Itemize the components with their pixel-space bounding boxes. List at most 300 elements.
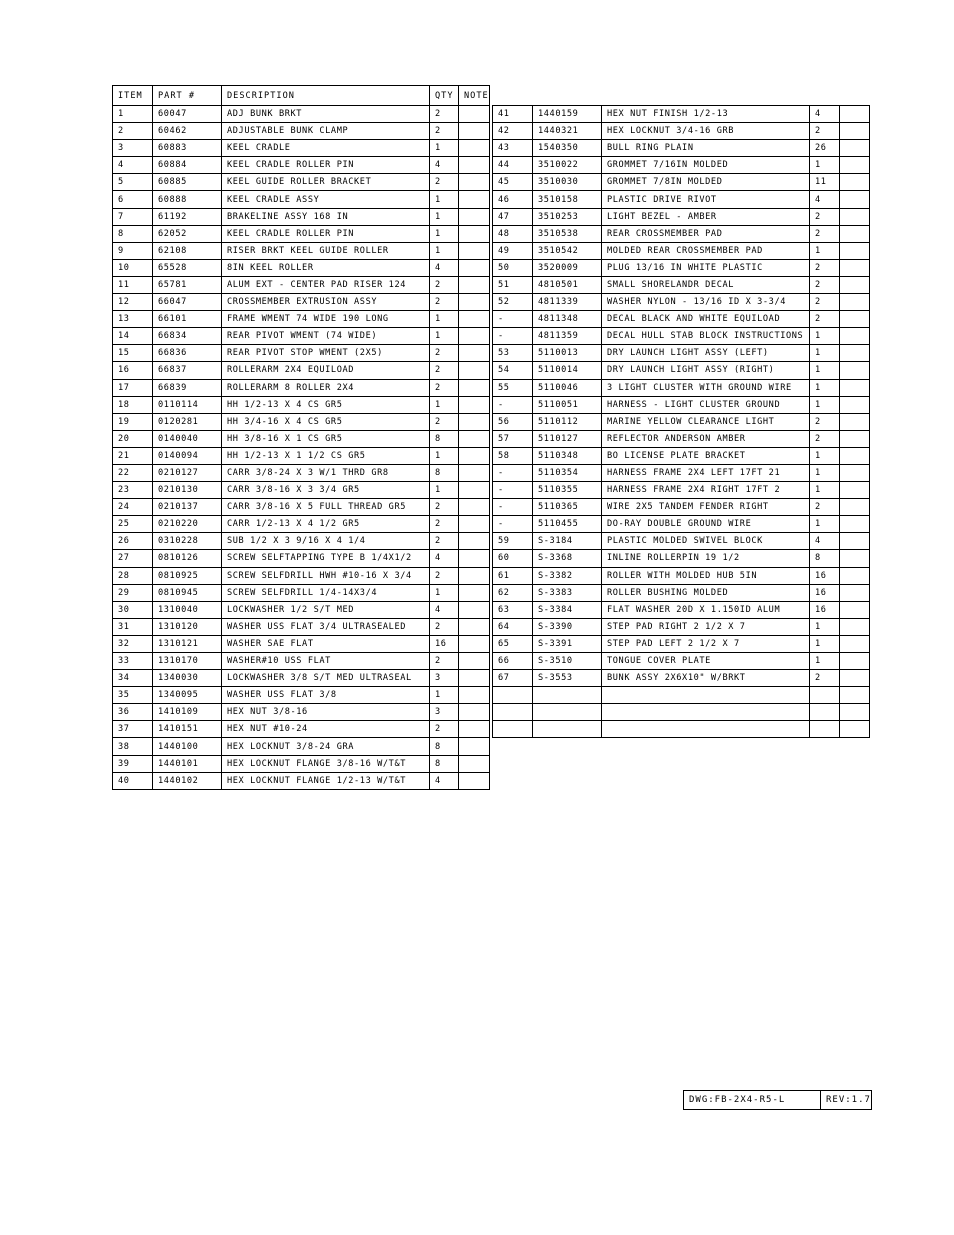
part-number-cell: 3510022 (533, 157, 602, 174)
part-number-cell: S-3383 (533, 584, 602, 601)
item-cell: 58 (493, 447, 533, 464)
description-cell: HEX LOCKNUT FLANGE 1/2-13 W/T&T (222, 772, 430, 789)
qty-cell: 16 (810, 584, 840, 601)
table-row (113, 550, 490, 567)
part-number-cell: 5110455 (533, 516, 602, 533)
part-number-cell: 5110112 (533, 413, 602, 430)
qty-cell: 1 (810, 157, 840, 174)
note-cell (459, 482, 490, 499)
table-row (113, 670, 490, 687)
description-cell: BRAKELINE ASSY 168 IN (222, 208, 430, 225)
note-cell (840, 601, 870, 618)
table-row (493, 242, 870, 259)
qty-cell: 2 (810, 276, 840, 293)
qty-cell: 4 (810, 533, 840, 550)
qty-cell: 2 (810, 311, 840, 328)
description-cell: DRY LAUNCH LIGHT ASSY (LEFT) (602, 345, 810, 362)
qty-cell: 2 (430, 345, 459, 362)
description-cell: BULL RING PLAIN (602, 140, 810, 157)
table-row (113, 362, 490, 379)
item-cell: 38 (113, 738, 153, 755)
table-row (493, 362, 870, 379)
item-cell: - (493, 396, 533, 413)
note-cell (459, 311, 490, 328)
part-number-cell: 4811339 (533, 294, 602, 311)
description-cell: HARNESS FRAME 2X4 LEFT 17FT 21 (602, 464, 810, 481)
item-cell: 37 (113, 721, 153, 738)
description-cell: MOLDED REAR CROSSMEMBER PAD (602, 242, 810, 259)
table-row (493, 533, 870, 550)
note-cell (459, 516, 490, 533)
table-row (113, 704, 490, 721)
part-number-cell: 1440101 (153, 755, 222, 772)
qty-cell: 3 (430, 704, 459, 721)
part-number-cell (533, 687, 602, 704)
qty-cell: 2 (430, 276, 459, 293)
part-number-cell: S-3368 (533, 550, 602, 567)
note-cell (840, 635, 870, 652)
note-cell (840, 140, 870, 157)
part-number-cell: 60047 (153, 106, 222, 123)
note-cell (840, 123, 870, 140)
description-cell: GROMMET 7/8IN MOLDED (602, 174, 810, 191)
item-cell: 52 (493, 294, 533, 311)
qty-cell: 2 (430, 618, 459, 635)
item-cell: 34 (113, 670, 153, 687)
qty-cell: 2 (430, 516, 459, 533)
part-number-cell: 0810945 (153, 584, 222, 601)
item-cell: 20 (113, 430, 153, 447)
qty-cell: 2 (430, 362, 459, 379)
description-cell: CROSSMEMBER EXTRUSION ASSY (222, 294, 430, 311)
qty-cell: 2 (810, 208, 840, 225)
table-row (113, 499, 490, 516)
qty-cell: 2 (810, 670, 840, 687)
description-cell: DECAL BLACK AND WHITE EQUILOAD (602, 311, 810, 328)
item-cell: 23 (113, 482, 153, 499)
part-number-cell: 4810501 (533, 276, 602, 293)
note-cell (459, 276, 490, 293)
note-cell (840, 362, 870, 379)
table-row (113, 618, 490, 635)
note-cell (459, 601, 490, 618)
table-row (113, 413, 490, 430)
drawing-number: DWG:FB-2X4-R5-L (684, 1091, 821, 1109)
part-number-cell: 0810126 (153, 550, 222, 567)
note-cell (840, 550, 870, 567)
header-description: DESCRIPTION (222, 86, 430, 106)
header-note: NOTE (459, 86, 490, 106)
note-cell (459, 174, 490, 191)
table-row (113, 567, 490, 584)
note-cell (840, 413, 870, 430)
description-cell: HEX NUT FINISH 1/2-13 (602, 106, 810, 123)
description-cell: WASHER#10 USS FLAT (222, 653, 430, 670)
item-cell: 26 (113, 533, 153, 550)
description-cell: HEX NUT 3/8-16 (222, 704, 430, 721)
item-cell: 35 (113, 687, 153, 704)
part-number-cell: 0310228 (153, 533, 222, 550)
description-cell: SCREW SELFDRILL HWH #10-16 X 3/4 (222, 567, 430, 584)
qty-cell: 2 (810, 430, 840, 447)
part-number-cell: 65528 (153, 259, 222, 276)
note-cell (840, 106, 870, 123)
description-cell: HEX LOCKNUT 3/4-16 GRB (602, 123, 810, 140)
item-cell: 13 (113, 311, 153, 328)
qty-cell: 2 (810, 225, 840, 242)
item-cell: 25 (113, 516, 153, 533)
part-number-cell: 0210130 (153, 482, 222, 499)
note-cell (840, 311, 870, 328)
qty-cell: 4 (430, 550, 459, 567)
description-cell: KEEL CRADLE ROLLER PIN (222, 157, 430, 174)
description-cell: ADJ BUNK BRKT (222, 106, 430, 123)
description-cell: BUNK ASSY 2X6X10" W/BRKT (602, 670, 810, 687)
description-cell: 3 LIGHT CLUSTER WITH GROUND WIRE (602, 379, 810, 396)
note-cell (459, 721, 490, 738)
item-cell: 65 (493, 635, 533, 652)
part-number-cell: 0210127 (153, 464, 222, 481)
qty-cell: 1 (810, 379, 840, 396)
qty-cell: 1 (810, 464, 840, 481)
description-cell: PLASTIC MOLDED SWIVEL BLOCK (602, 533, 810, 550)
part-number-cell: 3510542 (533, 242, 602, 259)
description-cell: KEEL GUIDE ROLLER BRACKET (222, 174, 430, 191)
note-cell (459, 447, 490, 464)
part-number-cell: 1410151 (153, 721, 222, 738)
qty-cell: 4 (810, 191, 840, 208)
description-cell: HEX LOCKNUT FLANGE 3/8-16 W/T&T (222, 755, 430, 772)
table-row (493, 584, 870, 601)
note-cell (459, 704, 490, 721)
part-number-cell: 4811359 (533, 328, 602, 345)
table-row (113, 601, 490, 618)
qty-cell: 1 (430, 140, 459, 157)
part-number-cell: 5110354 (533, 464, 602, 481)
description-cell: WASHER USS FLAT 3/8 (222, 687, 430, 704)
table-row (493, 294, 870, 311)
description-cell: HH 1/2-13 X 4 CS GR5 (222, 396, 430, 413)
qty-cell: 2 (430, 567, 459, 584)
part-number-cell: 3510158 (533, 191, 602, 208)
revision: REV:1.7 (826, 1095, 871, 1105)
description-cell: DECAL HULL STAB BLOCK INSTRUCTIONS (602, 328, 810, 345)
description-cell: ROLLER WITH MOLDED HUB 5IN (602, 567, 810, 584)
item-cell: 16 (113, 362, 153, 379)
table-row (113, 516, 490, 533)
item-cell: 6 (113, 191, 153, 208)
description-cell (602, 704, 810, 721)
qty-cell: 8 (810, 550, 840, 567)
note-cell (459, 567, 490, 584)
table-row (493, 174, 870, 191)
table-row (493, 550, 870, 567)
item-cell: 36 (113, 704, 153, 721)
description-cell: CARR 3/8-16 X 5 FULL THREAD GR5 (222, 499, 430, 516)
description-cell: KEEL CRADLE (222, 140, 430, 157)
table-row (493, 140, 870, 157)
table-row (493, 259, 870, 276)
qty-cell: 1 (430, 447, 459, 464)
item-cell: 33 (113, 653, 153, 670)
qty-cell: 2 (430, 499, 459, 516)
item-cell: - (493, 464, 533, 481)
part-number-cell: 5110014 (533, 362, 602, 379)
table-row (113, 653, 490, 670)
part-number-cell: 1340095 (153, 687, 222, 704)
item-cell: 66 (493, 653, 533, 670)
note-cell (840, 584, 870, 601)
qty-cell: 3 (430, 670, 459, 687)
description-cell: WIRE 2X5 TANDEM FENDER RIGHT (602, 499, 810, 516)
note-cell (459, 499, 490, 516)
table-row (493, 464, 870, 481)
part-number-cell: 66836 (153, 345, 222, 362)
qty-cell: 2 (810, 413, 840, 430)
table-row (493, 721, 870, 738)
item-cell: - (493, 499, 533, 516)
table-row (113, 379, 490, 396)
part-number-cell: 0810925 (153, 567, 222, 584)
note-cell (459, 550, 490, 567)
description-cell: DO-RAY DOUBLE GROUND WIRE (602, 516, 810, 533)
note-cell (459, 533, 490, 550)
table-row (113, 755, 490, 772)
qty-cell: 1 (430, 311, 459, 328)
qty-cell: 8 (430, 464, 459, 481)
table-row (113, 584, 490, 601)
item-cell: 54 (493, 362, 533, 379)
note-cell (840, 157, 870, 174)
qty-cell: 1 (430, 328, 459, 345)
description-cell: CARR 3/8-24 X 3 W/1 THRD GR8 (222, 464, 430, 481)
part-number-cell: 66047 (153, 294, 222, 311)
qty-cell: 4 (430, 157, 459, 174)
table-row (493, 345, 870, 362)
part-number-cell: 66837 (153, 362, 222, 379)
note-cell (840, 533, 870, 550)
item-cell: 64 (493, 618, 533, 635)
table-row (113, 396, 490, 413)
part-number-cell: 60885 (153, 174, 222, 191)
qty-cell: 2 (810, 259, 840, 276)
table-row (113, 294, 490, 311)
item-cell: 27 (113, 550, 153, 567)
part-number-cell: 0210220 (153, 516, 222, 533)
description-cell: PLASTIC DRIVE RIVOT (602, 191, 810, 208)
table-row (113, 174, 490, 191)
note-cell (840, 516, 870, 533)
item-cell: 53 (493, 345, 533, 362)
description-cell: FRAME WMENT 74 WIDE 190 LONG (222, 311, 430, 328)
item-cell: 17 (113, 379, 153, 396)
qty-cell: 2 (430, 533, 459, 550)
part-number-cell: 65781 (153, 276, 222, 293)
part-number-cell: 1310170 (153, 653, 222, 670)
qty-cell: 1 (810, 516, 840, 533)
parts-list-left (112, 85, 490, 790)
description-cell: FLAT WASHER 20D X 1.150ID ALUM (602, 601, 810, 618)
qty-cell: 2 (430, 174, 459, 191)
description-cell: RISER BRKT KEEL GUIDE ROLLER (222, 242, 430, 259)
table-row (113, 106, 490, 123)
qty-cell: 2 (430, 413, 459, 430)
item-cell: 41 (493, 106, 533, 123)
note-cell (840, 276, 870, 293)
note-cell (459, 123, 490, 140)
table-row (493, 482, 870, 499)
qty-cell: 16 (430, 635, 459, 652)
item-cell: 40 (113, 772, 153, 789)
note-cell (459, 328, 490, 345)
qty-cell: 2 (810, 294, 840, 311)
qty-cell: 2 (810, 499, 840, 516)
qty-cell: 1 (810, 345, 840, 362)
note-cell (840, 345, 870, 362)
part-number-cell: 0110114 (153, 396, 222, 413)
qty-cell: 1 (810, 653, 840, 670)
table-row (113, 464, 490, 481)
table-row (493, 601, 870, 618)
description-cell: WASHER NYLON - 13/16 ID X 3-3/4 (602, 294, 810, 311)
table-row (493, 430, 870, 447)
qty-cell: 2 (430, 379, 459, 396)
description-cell: ALUM EXT - CENTER PAD RISER 124 (222, 276, 430, 293)
table-row (493, 379, 870, 396)
description-cell: TONGUE COVER PLATE (602, 653, 810, 670)
table-row (113, 157, 490, 174)
part-number-cell: 5110355 (533, 482, 602, 499)
description-cell: HH 3/4-16 X 4 CS GR5 (222, 413, 430, 430)
part-number-cell: 5110348 (533, 447, 602, 464)
header-qty: QTY (430, 86, 459, 106)
description-cell: SCREW SELFDRILL 1/4-14X3/4 (222, 584, 430, 601)
description-cell: ROLLERARM 8 ROLLER 2X4 (222, 379, 430, 396)
table-row (113, 721, 490, 738)
part-number-cell: 0140094 (153, 447, 222, 464)
note-cell (840, 259, 870, 276)
item-cell: 32 (113, 635, 153, 652)
table-row (493, 328, 870, 345)
item-cell: 7 (113, 208, 153, 225)
part-number-cell: 62052 (153, 225, 222, 242)
item-cell: 4 (113, 157, 153, 174)
qty-cell: 1 (430, 242, 459, 259)
description-cell: INLINE ROLLERPIN 19 1/2 (602, 550, 810, 567)
qty-cell: 1 (810, 635, 840, 652)
qty-cell: 1 (810, 396, 840, 413)
item-cell: 30 (113, 601, 153, 618)
description-cell: PLUG 13/16 IN WHITE PLASTIC (602, 259, 810, 276)
note-cell (840, 225, 870, 242)
item-cell: 63 (493, 601, 533, 618)
part-number-cell: 5110013 (533, 345, 602, 362)
description-cell: WASHER USS FLAT 3/4 ULTRASEALED (222, 618, 430, 635)
item-cell: 62 (493, 584, 533, 601)
item-cell (493, 704, 533, 721)
item-cell: 50 (493, 259, 533, 276)
qty-cell: 1 (430, 482, 459, 499)
item-cell: 1 (113, 106, 153, 123)
qty-cell: 2 (810, 123, 840, 140)
note-cell (459, 242, 490, 259)
item-cell: 61 (493, 567, 533, 584)
description-cell: REFLECTOR ANDERSON AMBER (602, 430, 810, 447)
qty-cell: 4 (430, 772, 459, 789)
part-number-cell: S-3510 (533, 653, 602, 670)
table-row (113, 328, 490, 345)
part-number-cell: 4811348 (533, 311, 602, 328)
item-cell: 8 (113, 225, 153, 242)
part-number-cell: 1540350 (533, 140, 602, 157)
description-cell: WASHER SAE FLAT (222, 635, 430, 652)
part-number-cell: 3520009 (533, 259, 602, 276)
note-cell (840, 447, 870, 464)
part-number-cell: S-3384 (533, 601, 602, 618)
part-number-cell: 1440102 (153, 772, 222, 789)
item-cell: 2 (113, 123, 153, 140)
note-cell (840, 430, 870, 447)
description-cell: DRY LAUNCH LIGHT ASSY (RIGHT) (602, 362, 810, 379)
item-cell: 67 (493, 670, 533, 687)
qty-cell (810, 721, 840, 738)
qty-cell: 4 (810, 106, 840, 123)
part-number-cell: S-3382 (533, 567, 602, 584)
part-number-cell: 60888 (153, 191, 222, 208)
qty-cell: 16 (810, 601, 840, 618)
note-cell (459, 259, 490, 276)
note-cell (840, 704, 870, 721)
description-cell: HARNESS - LIGHT CLUSTER GROUND (602, 396, 810, 413)
item-cell: 24 (113, 499, 153, 516)
description-cell: SCREW SELFTAPPING TYPE B 1/4X1/2 (222, 550, 430, 567)
table-row (113, 635, 490, 652)
qty-cell: 26 (810, 140, 840, 157)
table-row (493, 567, 870, 584)
part-number-cell: 61192 (153, 208, 222, 225)
qty-cell: 1 (810, 447, 840, 464)
table-row (493, 635, 870, 652)
qty-cell: 1 (810, 618, 840, 635)
table-row (113, 533, 490, 550)
note-cell (459, 294, 490, 311)
qty-cell: 1 (430, 208, 459, 225)
qty-cell: 1 (430, 191, 459, 208)
item-cell: - (493, 328, 533, 345)
table-row (113, 191, 490, 208)
qty-cell: 1 (430, 225, 459, 242)
item-cell: 5 (113, 174, 153, 191)
note-cell (840, 328, 870, 345)
table-row (113, 242, 490, 259)
table-row (113, 311, 490, 328)
note-cell (459, 687, 490, 704)
item-cell: 28 (113, 567, 153, 584)
item-cell: 31 (113, 618, 153, 635)
part-number-cell: S-3391 (533, 635, 602, 652)
part-number-cell: 3510253 (533, 208, 602, 225)
item-cell: 19 (113, 413, 153, 430)
qty-cell: 1 (810, 328, 840, 345)
note-cell (459, 208, 490, 225)
part-number-cell (533, 721, 602, 738)
qty-cell: 8 (430, 755, 459, 772)
note-cell (459, 670, 490, 687)
table-row (113, 345, 490, 362)
qty-cell: 4 (430, 601, 459, 618)
table-row (493, 704, 870, 721)
table-row (113, 276, 490, 293)
